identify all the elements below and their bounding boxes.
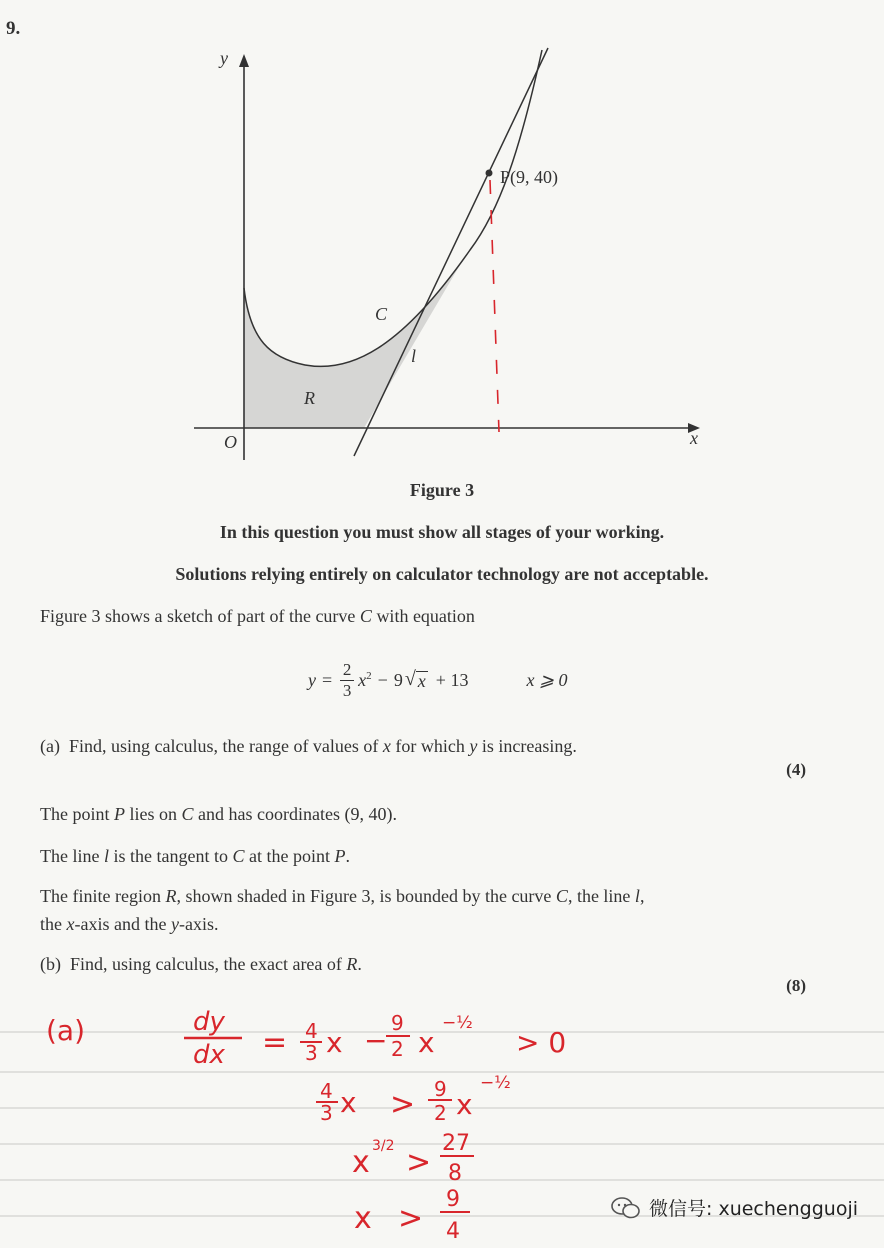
instruction-working: In this question you must show all stages of your working.	[219, 522, 665, 542]
hw-x6: x	[354, 1201, 372, 1236]
eq-domain-condition: x ⩾ 0	[526, 669, 568, 690]
hw-4c: 4	[446, 1219, 460, 1244]
point-p-statement: The point P lies on C and has coordinates (9, 40).	[40, 804, 397, 824]
figure-caption: Figure 3	[409, 480, 475, 500]
x-axis-label: x	[690, 428, 698, 448]
hw-greater-than-zero: > 0	[516, 1026, 567, 1059]
point-p-marker	[486, 170, 493, 177]
figure-3-graph	[180, 40, 720, 460]
hw-dx: dx	[193, 1040, 225, 1070]
question-number: 9.	[6, 18, 21, 39]
hw-x4: x	[456, 1088, 473, 1121]
point-p-label: P(9, 40)	[500, 167, 558, 187]
tangent-line-l	[354, 48, 548, 456]
part-b-question: (b) Find, using calculus, the exact area of R.	[40, 954, 362, 974]
eq-fraction: $\frac{2}{3}$	[340, 661, 354, 700]
region-statement-line2: the x-axis and the y-axis.	[40, 914, 219, 934]
region-r-label: R	[304, 388, 315, 408]
line-l-label: l	[411, 346, 417, 366]
y-axis-arrow	[239, 54, 249, 67]
intro-text: Figure 3 shows a sketch of part of the curve C with equation	[40, 606, 475, 626]
hw-coef-3: 3	[305, 1041, 318, 1065]
hw-power-neg-half-b: −½	[480, 1073, 511, 1093]
hw-minus: −	[364, 1024, 388, 1057]
hw-8: 8	[448, 1161, 462, 1186]
hw-coef-2b: 2	[434, 1101, 447, 1125]
wechat-icon	[611, 1196, 641, 1220]
hw-27: 27	[442, 1131, 470, 1156]
tangent-statement: The line l is the tangent to C at the point P.	[40, 846, 350, 866]
hw-coef-3b: 3	[320, 1101, 333, 1125]
instruction-calculator: Solutions relying entirely on calculator technology are not acceptable.	[175, 564, 709, 584]
hw-coef-2: 2	[391, 1037, 404, 1061]
hw-power-three-halves: 3/2	[372, 1138, 395, 1154]
hw-dy: dy	[193, 1007, 225, 1037]
watermark-text: 微信号: xuechengguoji	[649, 1198, 858, 1220]
part-b-marks: (8)	[786, 976, 806, 995]
hw-x3: x	[340, 1086, 357, 1119]
hw-9c: 9	[446, 1187, 460, 1212]
hand-drawn-dashed-line	[490, 180, 499, 432]
eq-square-root: √ x	[404, 667, 426, 691]
hw-gt3: >	[398, 1201, 424, 1236]
hw-x2: x	[418, 1026, 435, 1059]
hw-coef-9b: 9	[434, 1077, 447, 1101]
hw-power-neg-half: −½	[442, 1013, 473, 1033]
wechat-watermark	[611, 1194, 858, 1221]
hw-gt1: >	[390, 1087, 416, 1122]
hw-x5: x	[352, 1145, 370, 1180]
origin-label: O	[224, 432, 237, 452]
part-a-question: (a) Find, using calculus, the range of values of x for which y is increasing.	[40, 736, 577, 756]
region-r-shading	[244, 250, 470, 428]
hw-part-label: (a)	[46, 1014, 86, 1047]
hw-coef-9: 9	[391, 1011, 404, 1035]
curve-c-label: C	[375, 304, 388, 324]
hw-x1: x	[326, 1026, 343, 1059]
curve-c	[244, 50, 542, 366]
hw-coef-4b: 4	[320, 1079, 333, 1103]
y-axis-label: y	[220, 48, 228, 68]
eq-lhs: y	[308, 669, 316, 690]
curve-equation: y = $\frac{2}{3}$ $x^2$ − 9 √ x + 13 x ⩾ 0	[308, 659, 568, 700]
region-statement-line1: The finite region R, shown shaded in Figure 3, is bounded by the curve C, the line l,	[40, 886, 645, 906]
hw-gt2: >	[406, 1145, 432, 1180]
part-a-marks: (4)	[786, 760, 806, 779]
hw-coef-4: 4	[305, 1019, 318, 1043]
hw-equals: =	[262, 1025, 288, 1060]
